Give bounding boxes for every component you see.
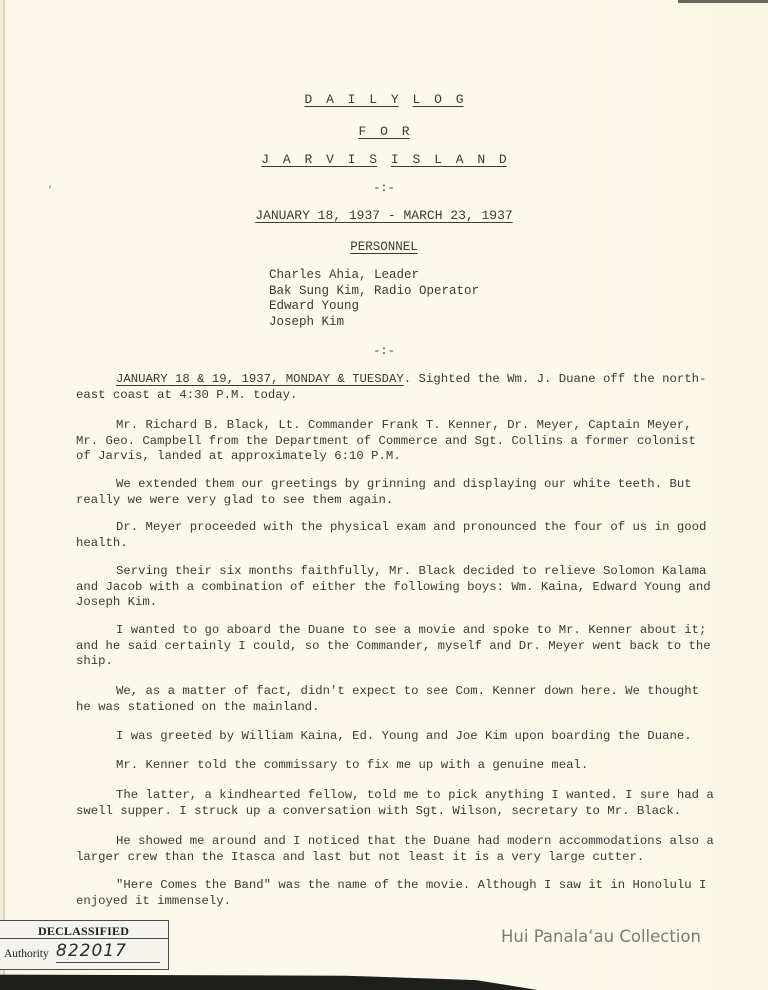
log-paragraph: Mr. Richard B. Black, Lt. Commander Frank T. Kenner, Dr. Meyer, Captain Meyer, Mr. Geo. Campbell from the Department of Commerce and Sgt. Collins a former colonist of Jarvis, landed at approximately 6:10 P.M.: [76, 418, 696, 463]
stamp-signature-line: [56, 962, 160, 963]
log-paragraph: I was greeted by William Kaina, Ed. Young and Joe Kim upon boarding the Duane.: [116, 729, 692, 743]
log-paragraph: He showed me around and I noticed that the Duane had modern accommodations also a larger crew than the Itasca and last but not least it is a very large cutter.: [76, 834, 714, 864]
stamp-title: DECLASSIFIED: [38, 924, 130, 938]
divider: -:-: [373, 181, 395, 195]
title-word: F O R: [358, 124, 410, 139]
log-paragraph: I wanted to go aboard the Duane to see a movie and spoke to Mr. Kenner about it; and he said certainly I could, so the Commander, myself and Dr. Meyer went back to the ship.: [76, 623, 711, 668]
personnel-heading: PERSONNEL: [350, 240, 418, 254]
personnel-item: Edward Young: [269, 299, 360, 313]
title-word: D A I L Y: [304, 92, 399, 107]
log-paragraph: [76, 372, 716, 403]
log-paragraph: Serving their six months faithfully, Mr. Black decided to relieve Solomon Kalama and Jacob with a combination of either the following boys: Wm. Kaina, Edward Young and Joseph Kim.: [76, 564, 711, 609]
scan-edge: [678, 0, 768, 3]
log-paragraph: Mr. Kenner told the commissary to fix me up with a genuine meal.: [116, 758, 589, 772]
log-paragraph: The latter, a kindhearted fellow, told me to pick anything I wanted. I sure had a swell supper. I struck up a conversation with Sgt. Wilson, secretary to Mr. Black.: [76, 788, 714, 818]
title-word: J A R V I S: [261, 152, 378, 167]
title-line-1: [0, 92, 768, 107]
page-edge: [3, 0, 5, 990]
title-line-3: [0, 152, 768, 167]
stray-mark: ,: [48, 180, 54, 190]
stamp-authority-label: Authority: [4, 948, 49, 960]
title-word: L O G: [412, 92, 464, 107]
log-paragraph: "Here Comes the Band" was the name of the movie. Although I saw it in Honolulu I enjoyed it immensely.: [76, 878, 707, 908]
entry-heading: JANUARY 18 & 19, 1937, MONDAY & TUESDAY: [116, 372, 404, 386]
stamp-authority-value: 822017: [56, 941, 127, 961]
scan-shadow: [0, 968, 768, 990]
personnel-item: Bak Sung Kim, Radio Operator: [269, 283, 480, 298]
paragraph-text: . Sighted the Wm. J. Duane off the north-east coast at 4:30 P.M. today.: [76, 372, 707, 402]
personnel-list: [269, 268, 479, 330]
title-word: I S L A N D: [390, 152, 507, 167]
log-paragraph: We extended them our greetings by grinning and displaying our white teeth. But really we were very glad to see them again.: [76, 477, 692, 507]
log-paragraph: Dr. Meyer proceeded with the physical exam and pronounced the four of us in good health.: [76, 520, 707, 550]
personnel-item: Charles Ahia, Leader: [269, 268, 420, 282]
stamp-rule: [0, 938, 168, 939]
personnel-item: Joseph Kim: [269, 314, 345, 329]
date-range: JANUARY 18, 1937 - MARCH 23, 1937: [255, 208, 513, 223]
divider: -:-: [373, 344, 395, 358]
declassified-stamp: [0, 920, 169, 970]
collection-watermark: Hui Panala‘au Collection: [501, 927, 701, 946]
title-line-2: [0, 124, 768, 139]
log-paragraph: We, as a matter of fact, didn't expect to see Com. Kenner down here. We thought he was stationed on the mainland.: [76, 684, 699, 714]
